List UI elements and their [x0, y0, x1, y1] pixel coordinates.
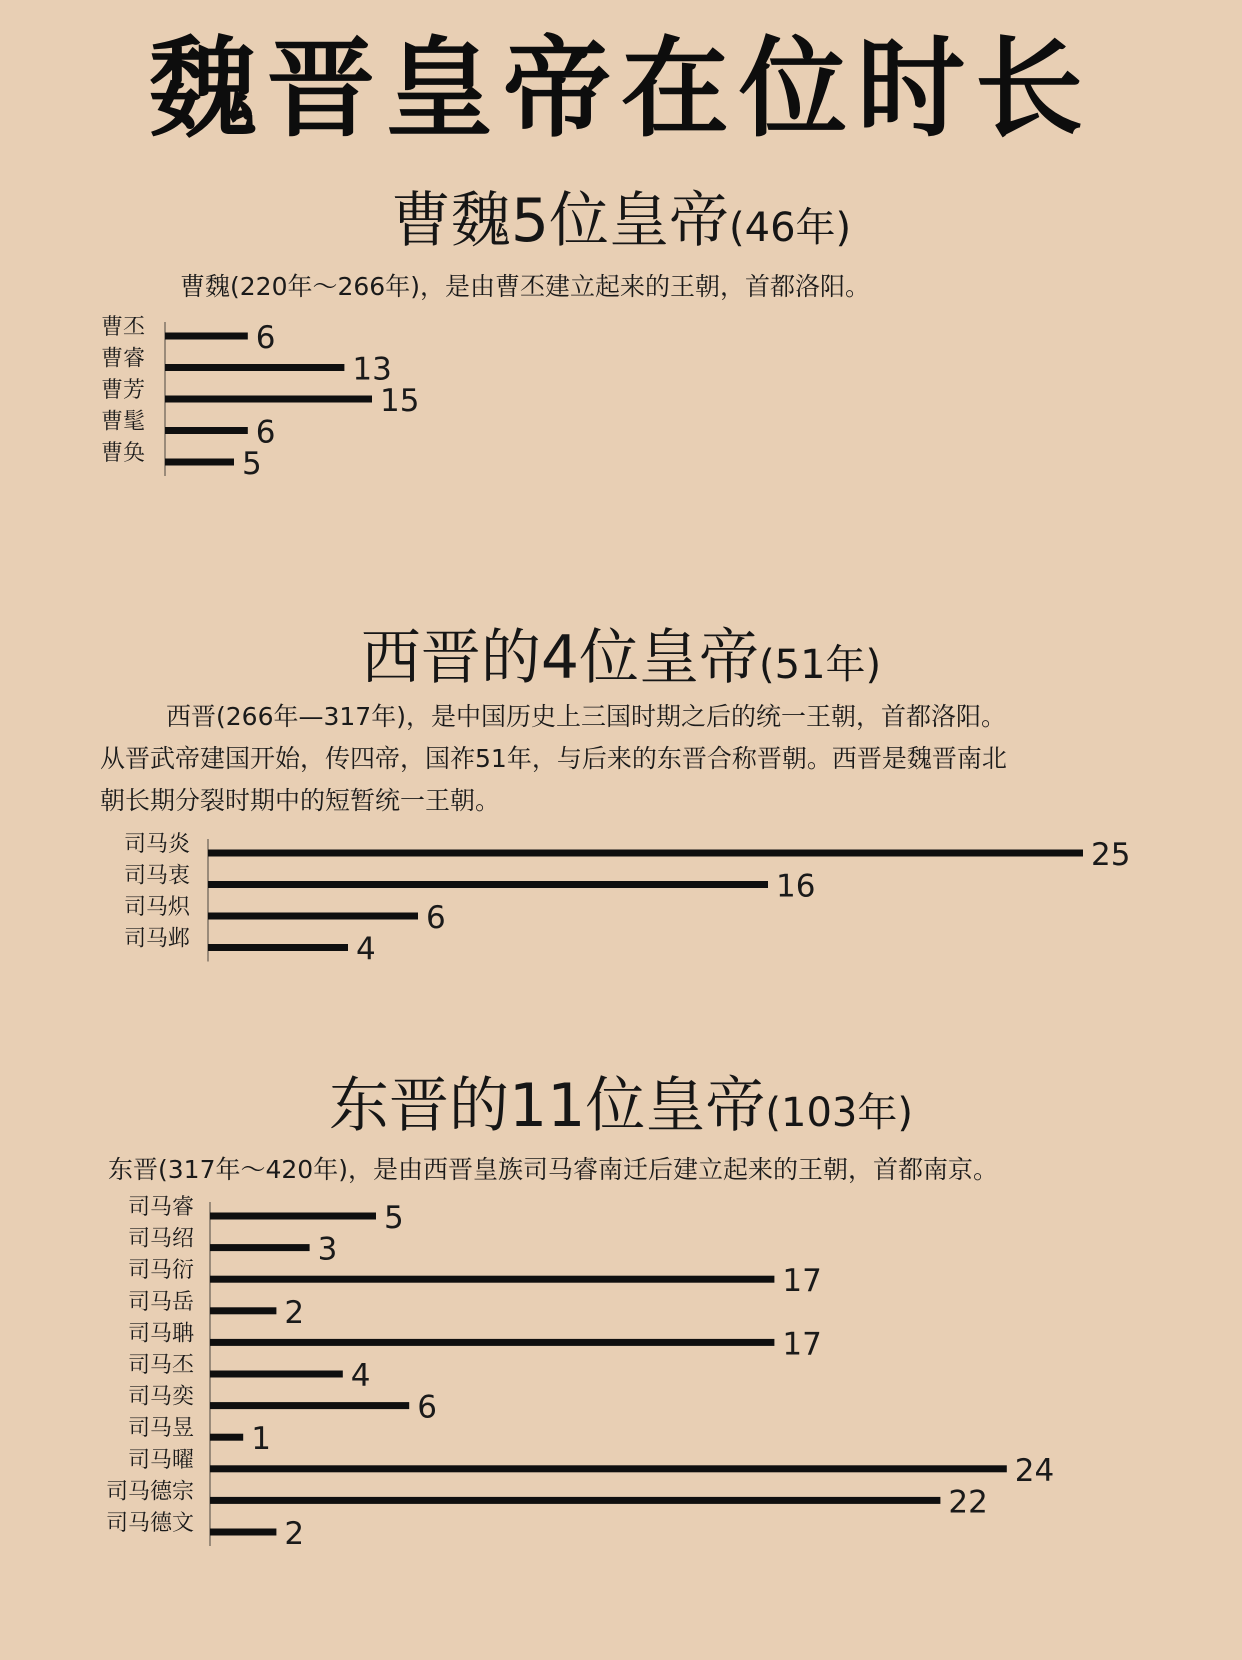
- category-label: 曹芳: [100, 378, 145, 403]
- value-label: 24: [1014, 1452, 1055, 1489]
- value-label: 13: [352, 351, 392, 388]
- category-label: 司马德宗: [105, 1479, 194, 1505]
- category-label: 司马睿: [127, 1195, 194, 1220]
- category-label: 司马炎: [123, 832, 190, 857]
- main-title: 魏晋皇帝在位时长: [148, 27, 1093, 152]
- value-label: 5: [242, 446, 262, 482]
- category-label: 曹髦: [100, 409, 145, 435]
- bar: [165, 333, 248, 340]
- section-title-years: (103年): [765, 1090, 913, 1136]
- section-description-dongjin: [108, 1149, 998, 1191]
- category-label: 司马绍: [127, 1226, 194, 1252]
- category-label: 司马曜: [127, 1447, 194, 1473]
- category-label: 司马德文: [105, 1511, 194, 1536]
- value-label: 2: [284, 1516, 305, 1552]
- section-title-text: 西晋的4位皇帝: [360, 623, 760, 693]
- value-label: 15: [380, 383, 420, 419]
- section-title-years: (51年): [759, 642, 882, 688]
- category-label: 司马衍: [127, 1258, 194, 1284]
- bar: [165, 396, 372, 403]
- category-label: 司马丕: [127, 1353, 194, 1378]
- category-label: 司马炽: [123, 895, 190, 920]
- category-label: 司马奕: [127, 1384, 194, 1410]
- description-line: 曹魏(220年～266年)，是由曹丕建立起来的王朝，首都洛阳。: [180, 272, 870, 301]
- description-line: 东晋(317年～420年)，是由西晋皇族司马睿南迁后建立起来的王朝，首都南京。: [108, 1155, 998, 1184]
- value-label: 5: [384, 1200, 404, 1236]
- description-line: 朝长期分裂时期中的短暂统一王朝。: [100, 786, 501, 815]
- category-label: 司马聃: [127, 1321, 194, 1347]
- value-label: 16: [776, 868, 816, 905]
- category-label: 曹奂: [100, 441, 145, 466]
- category-label: 司马衷: [123, 863, 190, 889]
- category-label: 司马昱: [127, 1416, 194, 1442]
- value-label: 4: [356, 931, 376, 968]
- value-label: 6: [417, 1389, 437, 1426]
- value-label: 1: [251, 1421, 271, 1458]
- description-line: 西晋(266年—317年)，是中国历史上三国时期之后的统一王朝，首都洛阳。: [166, 702, 1006, 731]
- value-label: 17: [782, 1263, 822, 1300]
- section-title-xijin: [0, 622, 1242, 694]
- bar: [165, 427, 248, 434]
- bar: [165, 459, 234, 466]
- category-label: 曹睿: [100, 346, 145, 372]
- value-label: 22: [948, 1484, 988, 1521]
- section-title-years: (46年): [729, 205, 852, 251]
- category-label: 司马岳: [127, 1289, 194, 1315]
- value-label: 6: [426, 900, 446, 936]
- value-label: 6: [255, 320, 276, 356]
- value-label: 6: [255, 414, 276, 451]
- value-label: 3: [317, 1231, 338, 1268]
- section-title-text: 曹魏5位皇帝: [390, 186, 730, 256]
- section-description-xijin: [100, 696, 1007, 822]
- category-label: 司马邺: [123, 926, 190, 952]
- value-label: 25: [1091, 837, 1131, 873]
- section-title-dongjin: [0, 1070, 1242, 1142]
- bar: [165, 364, 344, 371]
- value-label: 17: [782, 1326, 822, 1363]
- section-title-text: 东晋的11位皇帝: [329, 1071, 766, 1141]
- value-label: 2: [284, 1294, 305, 1331]
- category-label: 曹丕: [100, 315, 145, 340]
- description-line: 从晋武帝建国开始，传四帝，国祚51年，与后来的东晋合称晋朝。西晋是魏晋南北: [100, 744, 1007, 773]
- value-label: 4: [350, 1358, 371, 1394]
